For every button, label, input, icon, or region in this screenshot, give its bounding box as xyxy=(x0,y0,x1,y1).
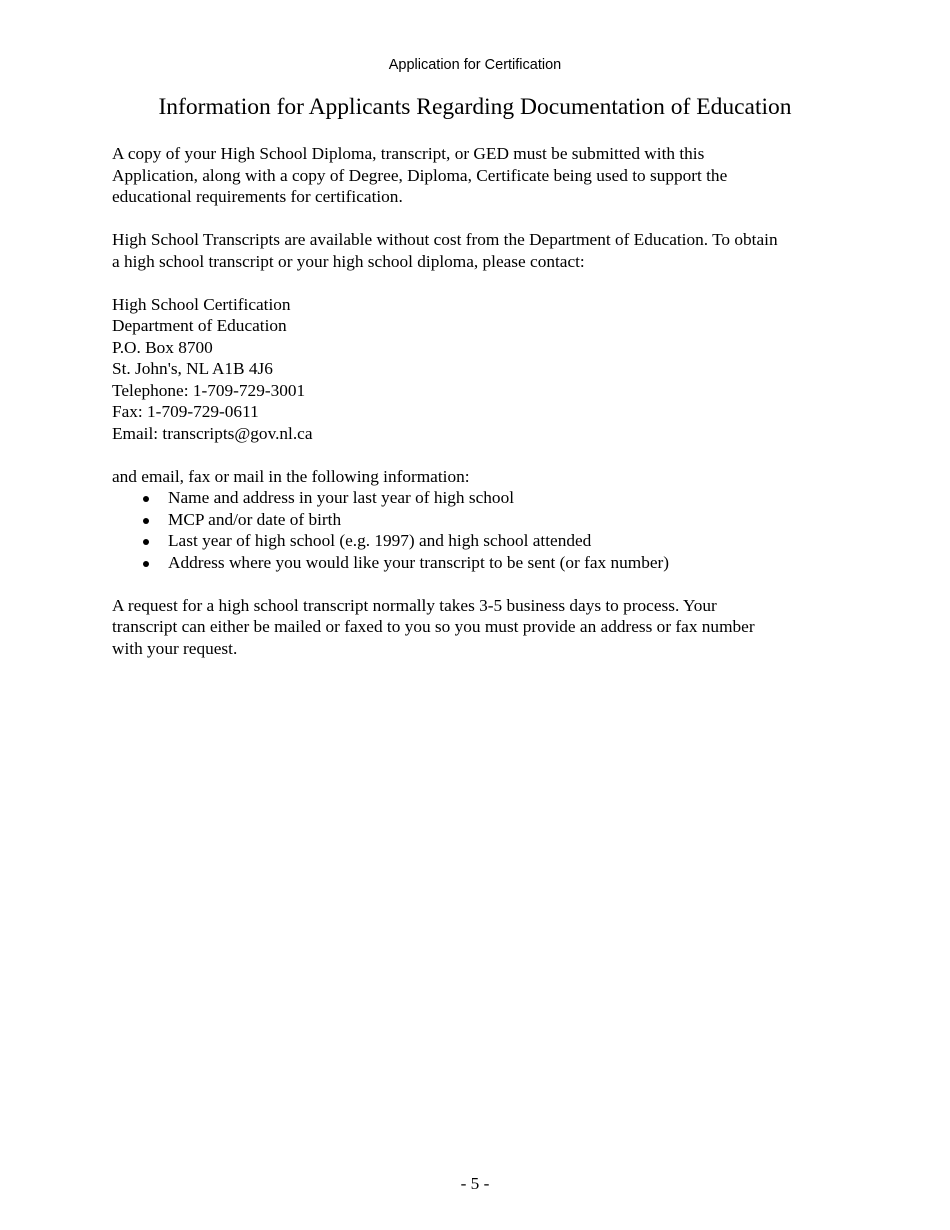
list-item-text: MCP and/or date of birth xyxy=(168,509,342,529)
transcripts-paragraph xyxy=(112,229,852,272)
contact-department: Department of Education xyxy=(112,316,287,335)
transcripts-line: High School Transcripts are available without cost from the Department of Education. To obtain xyxy=(112,230,778,249)
bullet-icon xyxy=(143,496,149,502)
page-title: Information for Applicants Regarding Documentation of Education xyxy=(158,94,792,120)
list-item xyxy=(112,552,852,574)
list-item xyxy=(112,487,852,509)
required-info-list xyxy=(112,487,852,573)
contact-address-block xyxy=(112,294,852,445)
list-item xyxy=(112,509,852,531)
document-body xyxy=(112,143,852,659)
intro-paragraph xyxy=(112,143,852,208)
list-item xyxy=(112,530,852,552)
bullet-icon xyxy=(143,561,149,567)
processing-paragraph xyxy=(112,595,852,660)
processing-line: with your request. xyxy=(112,638,238,658)
processing-line: transcript can either be mailed or faxed to you so you must provide an address or fax number xyxy=(112,617,755,636)
intro-line: Application, along with a copy of Degree, Diploma, Certificate being used to support the xyxy=(112,165,728,185)
contact-po-box: P.O. Box 8700 xyxy=(112,337,213,357)
bullet-icon xyxy=(143,539,149,545)
intro-line: educational requirements for certification. xyxy=(112,187,403,206)
list-item-text: Name and address in your last year of high school xyxy=(168,488,515,507)
page-number: - 5 - xyxy=(460,1174,490,1193)
contact-city: St. John's, NL A1B 4J6 xyxy=(112,359,273,378)
running-header: Application for Certification xyxy=(388,57,562,73)
contact-fax: Fax: 1-709-729-0611 xyxy=(112,402,259,421)
bullet-icon xyxy=(143,518,149,524)
contact-email: Email: transcripts@gov.nl.ca xyxy=(112,423,313,443)
list-item-text: Last year of high school (e.g. 1997) and high school attended xyxy=(168,531,592,550)
contact-office: High School Certification xyxy=(112,294,291,314)
list-item-text: Address where you would like your transcript to be sent (or fax number) xyxy=(168,552,670,572)
processing-line: A request for a high school transcript normally takes 3-5 business days to process. Your xyxy=(112,595,717,615)
contact-telephone: Telephone: 1-709-729-3001 xyxy=(112,380,306,400)
request-lead: and email, fax or mail in the following information: xyxy=(112,466,470,486)
intro-line: A copy of your High School Diploma, transcript, or GED must be submitted with this xyxy=(112,144,705,163)
transcripts-line: a high school transcript or your high school diploma, please contact: xyxy=(112,251,585,271)
